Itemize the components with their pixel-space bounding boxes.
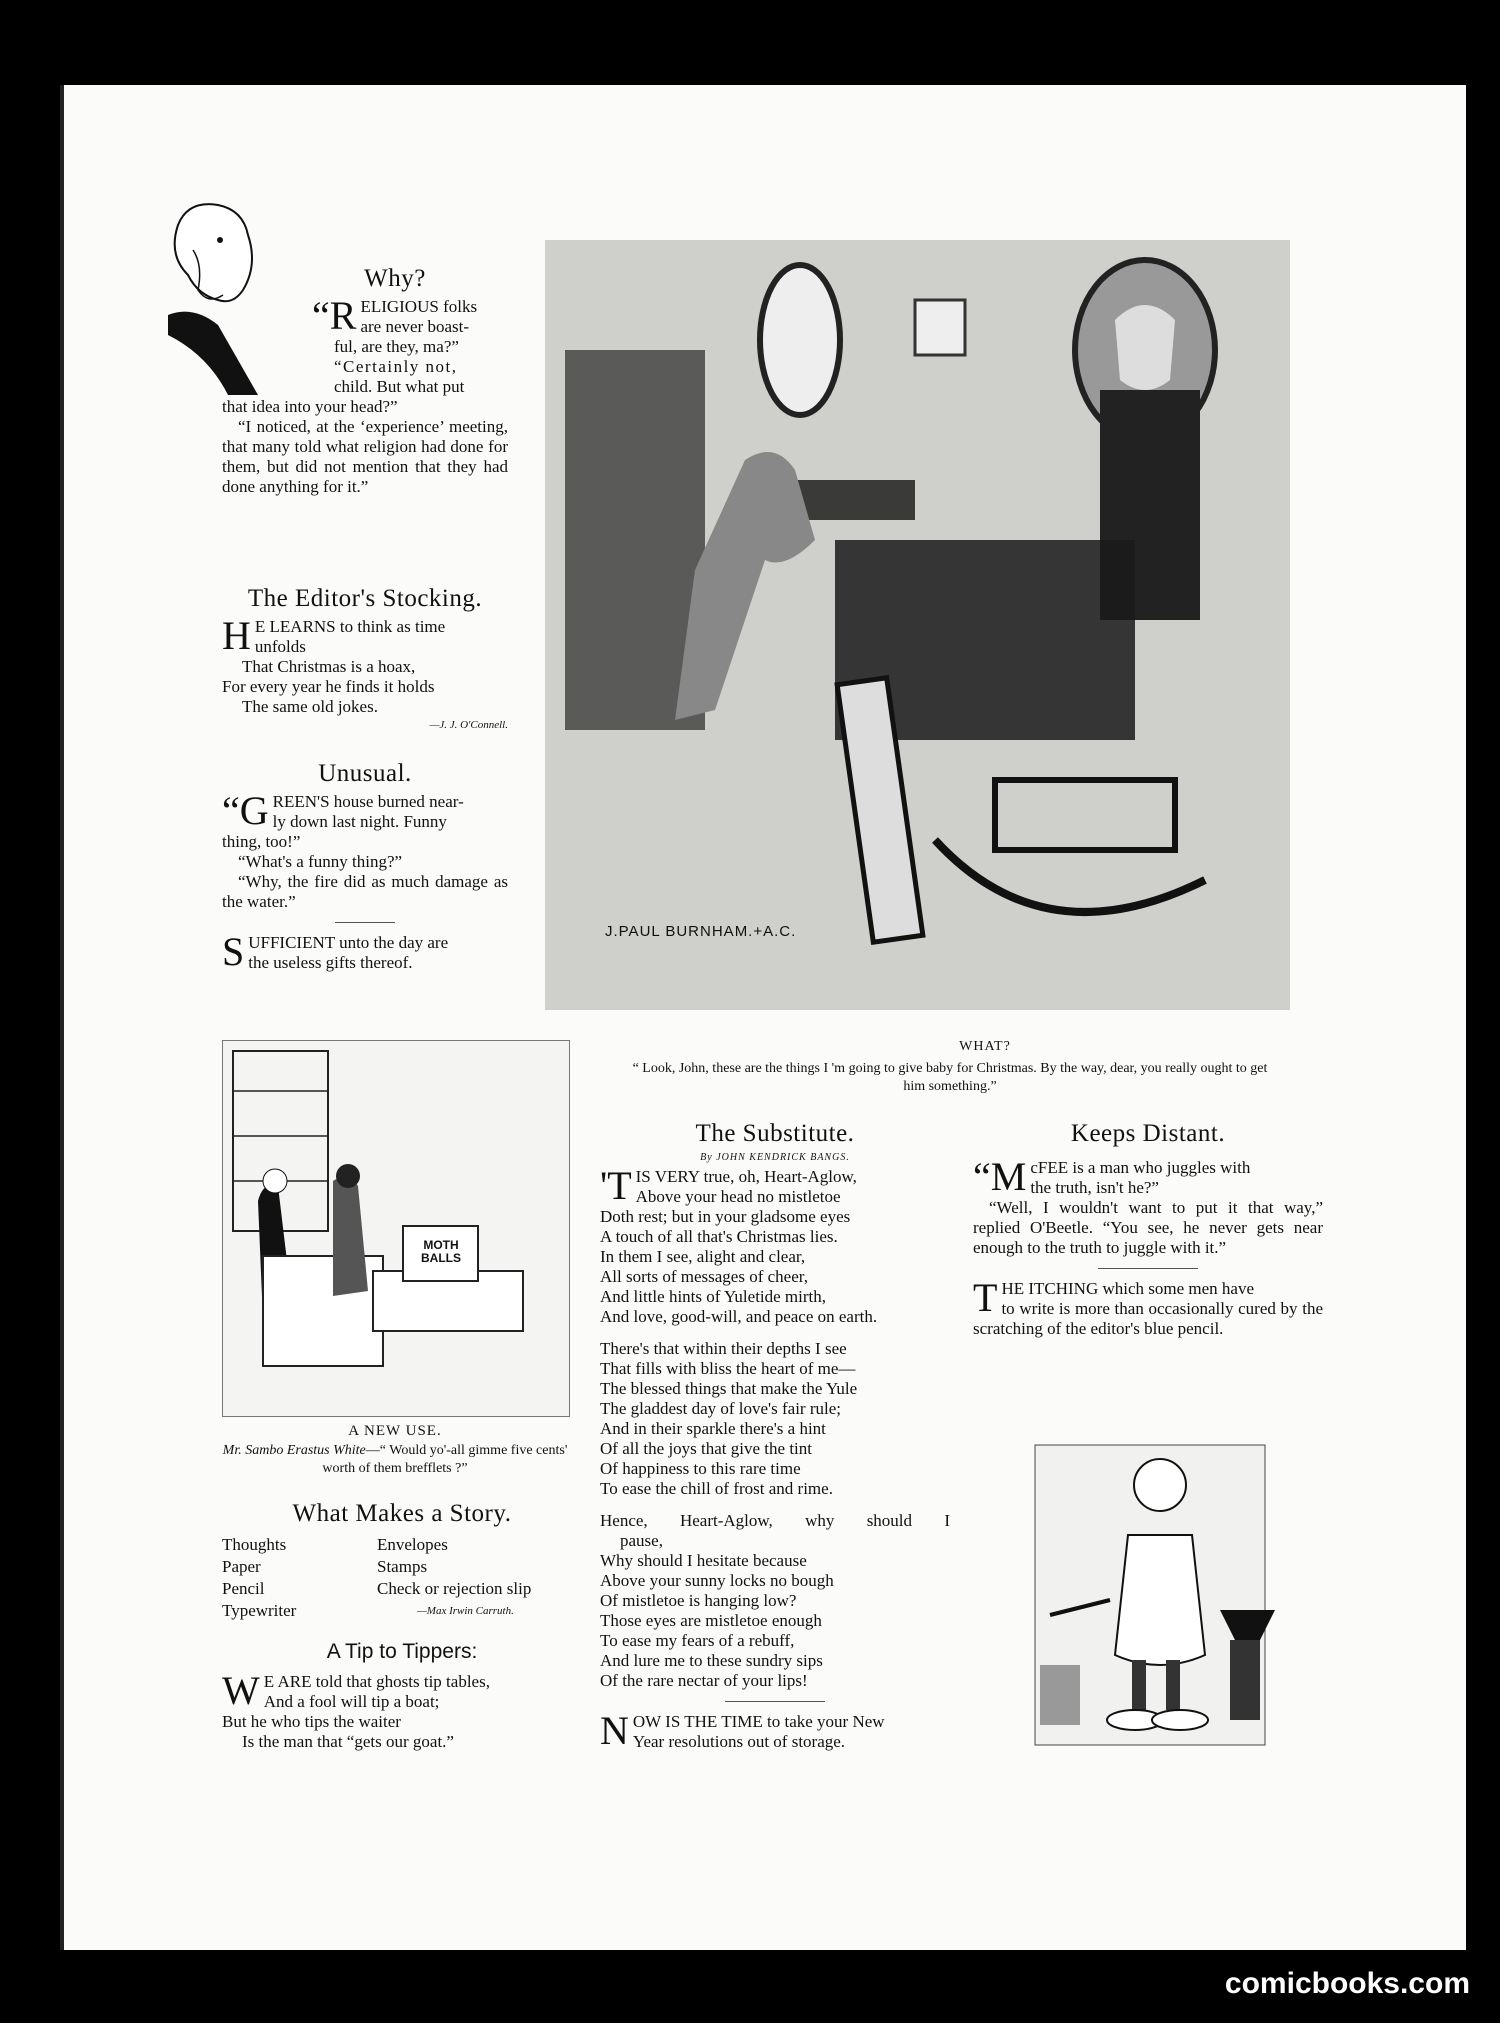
tip-line-1: E ARE told that ghosts tip tables, <box>263 1672 490 1691</box>
substitute-s1-l5: In them I see, alight and clear, <box>600 1247 806 1266</box>
sufficient-line-2: the useless gifts thereof. <box>248 953 413 972</box>
substitute-byline: By JOHN KENDRICK BANGS. <box>700 1152 850 1163</box>
now-is-time-line-2: Year resolutions out of storage. <box>632 1732 846 1751</box>
main-illustration-caption: “ Look, John, these are the things I 'm going to give baby for Christmas. By the way, dear, you really ought to get him something.” <box>632 1061 1268 1094</box>
substitute-s3-l7: To ease my fears of a rebuff, <box>600 1631 795 1650</box>
substitute-s3-l9: Of the rare nectar of your lips! <box>600 1671 808 1690</box>
substitute-s3-l8: And lure me to these sundry sips <box>600 1651 823 1670</box>
what-makes-story-list <box>222 1534 531 1622</box>
editors-stocking-line-3: That Christmas is a hoax, <box>242 657 416 676</box>
substitute-dropcap: 'T <box>600 1163 632 1208</box>
story-item-left-3: Pencil <box>222 1579 265 1598</box>
what-makes-story <box>222 1500 582 1622</box>
substitute-poem <box>600 1120 950 1752</box>
new-use-caption-title: A NEW USE. <box>348 1423 442 1439</box>
substitute-s1-l3: Doth rest; but in your gladsome eyes <box>600 1207 851 1226</box>
drugstore-cartoon-illustration <box>222 1040 570 1417</box>
substitute-s1-l4: A touch of all that's Christmas lies. <box>600 1227 838 1246</box>
why-line-3: ful, are they, ma?” <box>334 337 459 356</box>
substitute-s3-l3: Why should I hesitate because <box>600 1551 807 1570</box>
site-watermark: comicbooks.com <box>1224 1967 1470 2000</box>
substitute-s2-l4: The gladdest day of love's fair rule; <box>600 1399 841 1418</box>
tip-dropcap: W <box>222 1668 260 1713</box>
story-signature: —Max Irwin Carruth. <box>417 1605 514 1617</box>
substitute-s2-l6: Of all the joys that give the tint <box>600 1439 812 1458</box>
sufficient-line-1: UFFICIENT unto the day are <box>248 933 449 952</box>
substitute-s2-l7: Of happiness to this rare time <box>600 1459 801 1478</box>
keeps-distant-article <box>973 1120 1323 1339</box>
why-line-5: child. But what put <box>334 377 465 396</box>
keeps-distant-line-2: the truth, isn't he?” <box>1030 1178 1159 1197</box>
substitute-s2-l8: To ease the chill of frost and rime. <box>600 1479 833 1498</box>
why-dropcap: “R <box>312 293 357 338</box>
new-use-caption <box>222 1442 568 1478</box>
why-title: Why? <box>364 265 426 292</box>
substitute-s1-l7: And little hints of Yuletide mirth, <box>600 1287 827 1306</box>
main-illustration-caption-title: WHAT? <box>959 1039 1011 1054</box>
moth-balls-label: MOTH BALLS <box>421 1238 461 1265</box>
editors-stocking-poem <box>222 585 508 731</box>
story-item-right-3: Check or rejection slip <box>377 1579 532 1598</box>
keeps-distant-dropcap: “M <box>973 1154 1027 1199</box>
keeps-distant-paragraph-2: “Well, I wouldn't want to put it that way,” replied O'Beetle. “You see, he never gets near enough to the truth to juggle with it.” <box>973 1198 1323 1257</box>
tip-to-tippers-poem <box>222 1640 582 1752</box>
blacksmith-cartoon-illustration <box>1010 1425 1295 1750</box>
substitute-title: The Substitute. <box>695 1120 855 1147</box>
section-divider <box>725 1701 825 1702</box>
substitute-s1-l1: IS VERY true, oh, Heart-Aglow, <box>635 1167 857 1186</box>
why-line-4: “Certainly not, <box>334 357 458 376</box>
unusual-article <box>222 760 508 973</box>
substitute-s2-l1: There's that within their depths I see <box>600 1339 847 1358</box>
tip-to-tippers-title: A Tip to Tippers: <box>326 1640 478 1663</box>
unusual-line-2: ly down last night. Funny <box>272 812 447 831</box>
tip-line-2: And a fool will tip a boat; <box>263 1692 440 1711</box>
why-line-2: are never boast- <box>360 317 469 336</box>
unusual-line-5: “Why, the fire did as much damage as the water.” <box>222 872 508 911</box>
substitute-s1-l8: And love, good-will, and peace on earth. <box>600 1307 878 1326</box>
substitute-s2-l3: The blessed things that make the Yule <box>600 1379 858 1398</box>
itching-dropcap: T <box>973 1275 998 1320</box>
why-line-1: ELIGIOUS folks <box>360 297 478 316</box>
story-item-left-1: Thoughts <box>222 1535 287 1554</box>
bedroom-illustration <box>545 240 1290 1010</box>
substitute-s3-l1: Hence, Heart-Aglow, why should I <box>600 1511 950 1530</box>
now-is-time-line-1: OW IS THE TIME to take your New <box>632 1712 885 1731</box>
itching-line-2: to write is more than occasionally cured by the scratching of the editor's blue pencil. <box>973 1299 1323 1338</box>
editors-stocking-line-2: unfolds <box>254 637 306 656</box>
what-makes-story-title: What Makes a Story. <box>292 1500 512 1527</box>
substitute-s3-l2: pause, <box>620 1531 663 1550</box>
why-line-6: that idea into your head?” <box>222 397 398 416</box>
tip-line-3: But he who tips the waiter <box>222 1712 401 1731</box>
editors-stocking-signature: —J. J. O'Connell. <box>429 719 508 731</box>
tip-line-4: Is the man that “gets our goat.” <box>242 1732 454 1751</box>
story-item-left-2: Paper <box>222 1557 261 1576</box>
substitute-s3-l5: Of mistletoe is hanging low? <box>600 1591 797 1610</box>
unusual-title: Unusual. <box>318 760 412 787</box>
substitute-s2-l2: That fills with bliss the heart of me— <box>600 1359 856 1378</box>
substitute-s3-l4: Above your sunny locks no bough <box>600 1571 834 1590</box>
editors-stocking-line-4: For every year he finds it holds <box>222 677 435 696</box>
editors-stocking-dropcap: H <box>222 613 251 658</box>
editors-stocking-line-5: The same old jokes. <box>242 697 378 716</box>
unusual-line-4: “What's a funny thing?” <box>238 852 403 871</box>
unusual-dropcap: “G <box>222 788 269 833</box>
story-item-right-2: Stamps <box>377 1557 428 1576</box>
why-article <box>222 265 508 497</box>
unusual-line-1: REEN'S house burned near- <box>272 792 464 811</box>
keeps-distant-line-1: cFEE is a man who juggles with <box>1030 1158 1251 1177</box>
keeps-distant-title: Keeps Distant. <box>1070 1120 1226 1147</box>
section-divider <box>1098 1268 1198 1269</box>
now-is-time-dropcap: N <box>600 1708 629 1753</box>
new-use-caption-quote: —“ Would yo'-all gimme five cents' worth of them brefflets ?” <box>322 1443 568 1476</box>
story-item-left-4: Typewriter <box>222 1601 297 1620</box>
editors-stocking-title: The Editor's Stocking. <box>247 585 483 612</box>
why-paragraph-3: “I noticed, at the ‘experience’ meeting, that many told what religion had done for them, but did not mention that they had done anything for it.” <box>222 417 508 496</box>
editors-stocking-line-1: E LEARNS to think as time <box>254 617 446 636</box>
illustrator-signature: J.PAUL BURNHAM.+A.C. <box>605 923 797 940</box>
unusual-line-3: thing, too!” <box>222 832 301 851</box>
substitute-s1-l2: Above your head no mistletoe <box>635 1187 841 1206</box>
section-divider <box>335 922 395 923</box>
substitute-s3-l6: Those eyes are mistletoe enough <box>600 1611 822 1630</box>
substitute-s1-l6: All sorts of messages of cheer, <box>600 1267 808 1286</box>
substitute-s2-l5: And in their sparkle there's a hint <box>600 1419 826 1438</box>
new-use-caption-speaker: Mr. Sambo Erastus White <box>222 1443 366 1458</box>
itching-line-1: HE ITCHING which some men have <box>1001 1279 1255 1298</box>
page-binding-edge <box>60 85 64 1950</box>
sufficient-dropcap: S <box>222 929 245 974</box>
story-item-right-1: Envelopes <box>377 1535 448 1554</box>
